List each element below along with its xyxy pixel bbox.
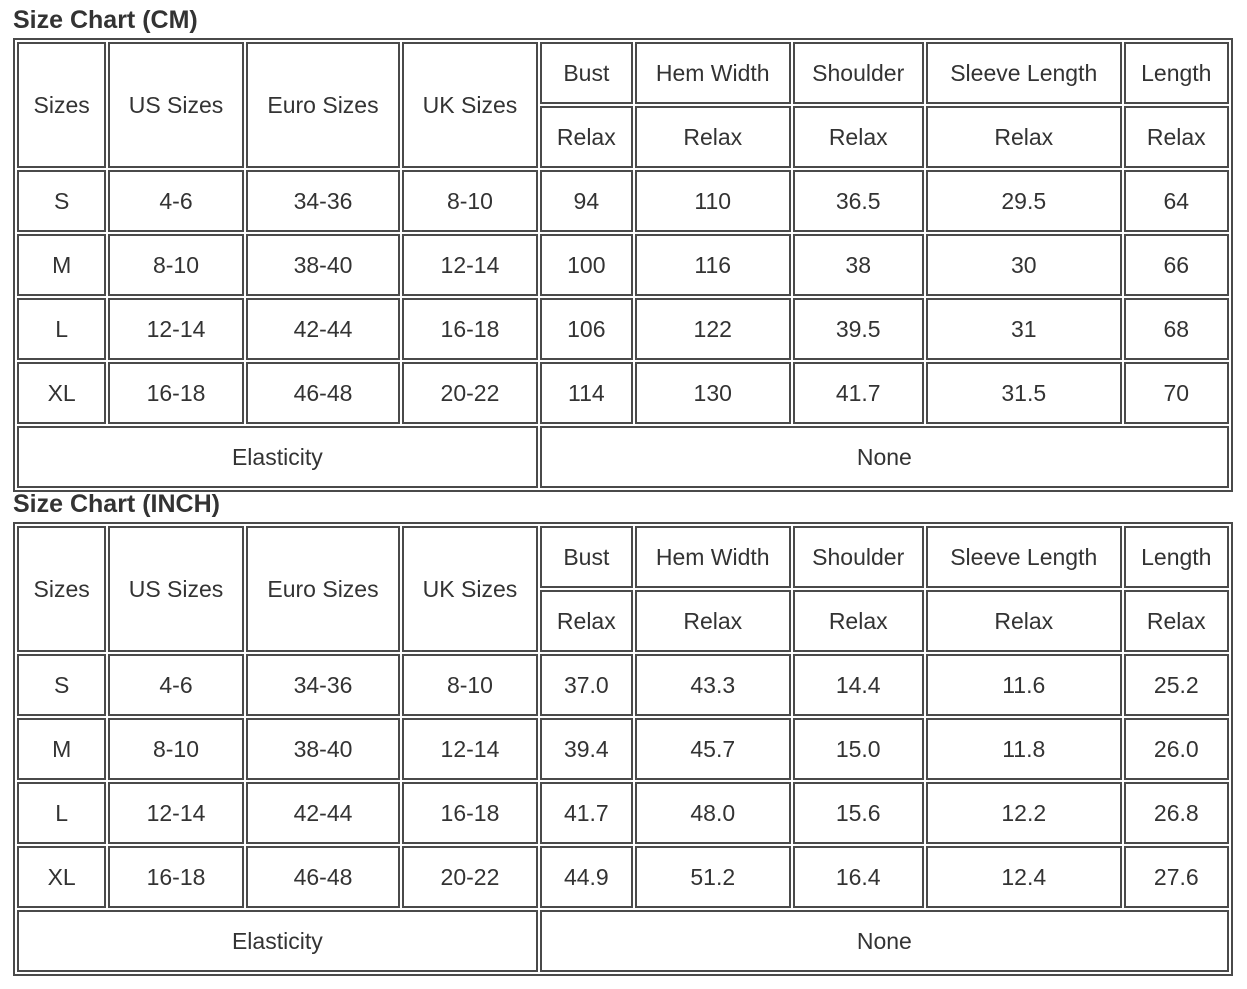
cell-euro-size: 46-48 (246, 846, 401, 908)
cell-hem-width: 130 (635, 362, 791, 424)
cell-hem-width: 122 (635, 298, 791, 360)
fit-length: Relax (1124, 590, 1229, 652)
cell-us-size: 4-6 (108, 170, 243, 232)
fit-bust: Relax (540, 590, 633, 652)
cell-length: 27.6 (1124, 846, 1229, 908)
size-table-inch (13, 522, 1233, 976)
cell-bust: 44.9 (540, 846, 633, 908)
cell-shoulder: 15.0 (793, 718, 924, 780)
header-hem-width: Hem Width (635, 42, 791, 104)
cell-sleeve-length: 11.6 (926, 654, 1122, 716)
cell-us-size: 16-18 (108, 362, 243, 424)
cell-hem-width: 110 (635, 170, 791, 232)
cell-size: XL (17, 846, 106, 908)
cell-size: L (17, 298, 106, 360)
cell-hem-width: 45.7 (635, 718, 791, 780)
cell-length: 68 (1124, 298, 1229, 360)
cell-sleeve-length: 31.5 (926, 362, 1122, 424)
elasticity-value: None (540, 426, 1229, 488)
cell-uk-size: 8-10 (402, 654, 537, 716)
cell-uk-size: 16-18 (402, 782, 537, 844)
cell-euro-size: 34-36 (246, 170, 401, 232)
fit-shoulder: Relax (793, 106, 924, 168)
table-row (17, 362, 1229, 424)
cell-sleeve-length: 11.8 (926, 718, 1122, 780)
header-us-sizes: US Sizes (108, 526, 243, 652)
header-row (17, 42, 1229, 104)
cell-uk-size: 16-18 (402, 298, 537, 360)
cell-length: 64 (1124, 170, 1229, 232)
elasticity-label: Elasticity (17, 426, 538, 488)
cell-bust: 41.7 (540, 782, 633, 844)
cell-sleeve-length: 12.2 (926, 782, 1122, 844)
cell-hem-width: 116 (635, 234, 791, 296)
cell-size: M (17, 234, 106, 296)
cell-euro-size: 38-40 (246, 718, 401, 780)
chart-title: Size Chart (INCH) (13, 490, 220, 518)
cell-hem-width: 43.3 (635, 654, 791, 716)
cell-us-size: 8-10 (108, 718, 243, 780)
cell-uk-size: 20-22 (402, 846, 537, 908)
fit-sleeve-length: Relax (926, 106, 1122, 168)
table-row (17, 298, 1229, 360)
cell-shoulder: 15.6 (793, 782, 924, 844)
cell-euro-size: 46-48 (246, 362, 401, 424)
elasticity-value: None (540, 910, 1229, 972)
table-row (17, 654, 1229, 716)
header-us-sizes: US Sizes (108, 42, 243, 168)
header-sizes: Sizes (17, 42, 106, 168)
header-uk-sizes: UK Sizes (402, 526, 537, 652)
table-row (17, 782, 1229, 844)
elasticity-label: Elasticity (17, 910, 538, 972)
table-row (17, 718, 1229, 780)
cell-bust: 94 (540, 170, 633, 232)
header-shoulder: Shoulder (793, 526, 924, 588)
cell-sleeve-length: 12.4 (926, 846, 1122, 908)
cell-hem-width: 48.0 (635, 782, 791, 844)
header-length: Length (1124, 526, 1229, 588)
header-sleeve-length: Sleeve Length (926, 42, 1122, 104)
cell-euro-size: 38-40 (246, 234, 401, 296)
cell-shoulder: 39.5 (793, 298, 924, 360)
cell-us-size: 12-14 (108, 782, 243, 844)
table-row (17, 846, 1229, 908)
cell-sleeve-length: 31 (926, 298, 1122, 360)
cell-us-size: 8-10 (108, 234, 243, 296)
cell-us-size: 12-14 (108, 298, 243, 360)
size-table-cm (13, 38, 1233, 492)
cell-euro-size: 34-36 (246, 654, 401, 716)
fit-hem-width: Relax (635, 106, 791, 168)
chart-title: Size Chart (CM) (13, 6, 198, 34)
cell-bust: 37.0 (540, 654, 633, 716)
cell-size: L (17, 782, 106, 844)
cell-uk-size: 8-10 (402, 170, 537, 232)
cell-us-size: 4-6 (108, 654, 243, 716)
cell-shoulder: 14.4 (793, 654, 924, 716)
size-chart-cm (13, 0, 1233, 492)
fit-shoulder: Relax (793, 590, 924, 652)
header-sleeve-length: Sleeve Length (926, 526, 1122, 588)
cell-shoulder: 38 (793, 234, 924, 296)
cell-bust: 100 (540, 234, 633, 296)
header-length: Length (1124, 42, 1229, 104)
cell-length: 26.0 (1124, 718, 1229, 780)
cell-euro-size: 42-44 (246, 298, 401, 360)
cell-length: 26.8 (1124, 782, 1229, 844)
fit-length: Relax (1124, 106, 1229, 168)
cell-length: 70 (1124, 362, 1229, 424)
cell-length: 25.2 (1124, 654, 1229, 716)
cell-shoulder: 16.4 (793, 846, 924, 908)
cell-bust: 39.4 (540, 718, 633, 780)
size-chart-inch (13, 484, 1233, 976)
cell-sleeve-length: 30 (926, 234, 1122, 296)
cell-sleeve-length: 29.5 (926, 170, 1122, 232)
cell-uk-size: 12-14 (402, 234, 537, 296)
header-row (17, 526, 1229, 588)
cell-size: S (17, 170, 106, 232)
cell-length: 66 (1124, 234, 1229, 296)
header-hem-width: Hem Width (635, 526, 791, 588)
cell-uk-size: 12-14 (402, 718, 537, 780)
cell-euro-size: 42-44 (246, 782, 401, 844)
header-shoulder: Shoulder (793, 42, 924, 104)
header-sizes: Sizes (17, 526, 106, 652)
header-euro-sizes: Euro Sizes (246, 42, 401, 168)
cell-shoulder: 41.7 (793, 362, 924, 424)
header-bust: Bust (540, 526, 633, 588)
cell-bust: 114 (540, 362, 633, 424)
elasticity-row (17, 426, 1229, 488)
fit-sleeve-length: Relax (926, 590, 1122, 652)
cell-size: XL (17, 362, 106, 424)
header-euro-sizes: Euro Sizes (246, 526, 401, 652)
fit-hem-width: Relax (635, 590, 791, 652)
fit-bust: Relax (540, 106, 633, 168)
cell-us-size: 16-18 (108, 846, 243, 908)
elasticity-row (17, 910, 1229, 972)
cell-size: M (17, 718, 106, 780)
header-bust: Bust (540, 42, 633, 104)
cell-bust: 106 (540, 298, 633, 360)
table-row (17, 170, 1229, 232)
cell-size: S (17, 654, 106, 716)
cell-hem-width: 51.2 (635, 846, 791, 908)
cell-uk-size: 20-22 (402, 362, 537, 424)
cell-shoulder: 36.5 (793, 170, 924, 232)
header-uk-sizes: UK Sizes (402, 42, 537, 168)
table-row (17, 234, 1229, 296)
